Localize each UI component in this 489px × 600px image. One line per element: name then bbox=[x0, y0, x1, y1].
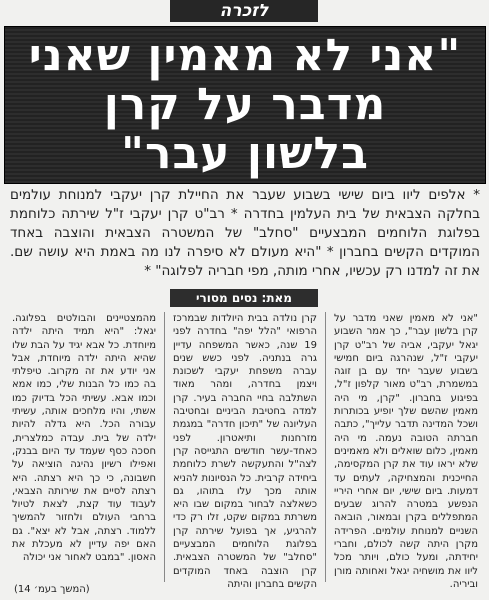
column-divider bbox=[325, 312, 326, 582]
headline bbox=[5, 27, 485, 178]
column-middle bbox=[173, 312, 317, 590]
column-middle-text: קרן נולדה בבית היולדות שבמרכז הרפואי "הלל יפה" בחדרה לפני 19 שנה, כאשר המשפחה עדיין גרה בנתניה. לפני כשש שנים עברה משפחת יעקבי לשכונת ויצמן בחדרה, ומהר מאוד השתלבה בחיי החברה בעיר. קרן למדה בחטיבת הביניים ובחטיבה העליונה של "תיכון חדרה" במגמת מזרחנות ותיאטרון. לפני כאחד-עשר חודשים התגייסה קרן לצה"ל והתעקשה לשרת כלוחמת ביחידה קרבית. כל הנסיונות להניא אותה מכך עלו בתוהו, גם כשאלצה לבחור במקום שבו היא משרתת במקום שקט, זלו רק כדי להרגיע, אך בפועל שירתה קרן בפלוגת הלוחמים המבצעיים "סחלב" של המשטרה הצבאית. קרן הוצבה באחד המוקדים הקשים בחברון והיתה bbox=[173, 313, 317, 590]
headline-line-2: מדבר על קרן bbox=[103, 79, 387, 130]
section-tag: לזכרה bbox=[170, 0, 318, 22]
headline-line-3: בלשון עבר" bbox=[121, 128, 369, 179]
column-left bbox=[12, 312, 156, 582]
continued-note: (המשך בעמ׳ 14) bbox=[14, 584, 90, 595]
headline-line-1: "אני לא מאמין שאני bbox=[28, 30, 462, 81]
column-right-text: "אני לא מאמין שאני מדבר על קרן בלשון עבר", כך אמר השבוע יגאל יעקבי, אביה של רב"ט קרן יעקבי ז"ל, שנהרגה ביום חמישי בשבוע שעבר יחד עם בן זוגה במשמרת, רב"ט מאור קלפון ז"ל, בפיגוע בחברון. "קרן, מי היה מאמין שהשם שלך יופיע בכותרות ושכל המדינה תדבר עלייך", כתבה חברתה הטובה נעמה. מי היה מאמין, כלום שואלים ולא מאמינים שלא יראו עוד את קרן המקסימה, החייכנית והמצחיקה, לעתים עד דמעות. ביום שישי, יום אחרי היריי הנפשע במטרה להרוג שבעים המתפללים בקרן ובמאור, הובאה השניים למנוחת עולמים. הפרידה מקרן היתה קשה לכולם, וחברי יחידתה, ומעל כולם, ויותר מכל ליוו את מושחיה יגאל ואחותה מורן וביריה. bbox=[334, 313, 478, 590]
byline: מאת: נסים מסורי bbox=[170, 289, 318, 307]
lead-paragraph bbox=[10, 186, 480, 281]
headline-banner bbox=[4, 26, 486, 184]
lead-text: * אלפים ליוו ביום שישי בשבוע שעבר את החיילת קרן יעקבי למנוחת עולמים בחלקה הצבאית של בית העלמין בחדרה * רב"ט קרן יעקבי ז"ל שירתה כלוחמת בפלוגת הלוחמים המבצעיים "סחלב" של המשטרה הצבאית והוצבה באחד המוקדים הקשים בחברון * "היא מעולם לא סיפרה לנו מה באמת היא עושה שם. את זה למדנו רק עכשיו, אחרי מותה, מפי חבריה לפלוגה" * bbox=[10, 187, 480, 279]
column-left-text: מהמצטיינים והבולטים בפלוגה. יגאל: "היא תמיד היתה ילדה מיוחדת. כל אבא יגיד על הבת שלו שהיא היתה ילדה מיוחדת, אבל אני יודע את זה מקרוב. טיפלתי בה כמו כל הבנות שלי, כמו אמא וכמו אבא. עשיתי הכל בדיוק כמו אשתי, והיו מלחכים אותה, עשיתי עבורה הכל. היא גדלה להיות ילדה של בית. עבדה כמלצרית, חסכה כסף שעמד עד היום בבנק, ואפילו רשיון נהיגה הוציאה על חשבונה, כי כך היא רצתה. היא רצתה לסיים את שירותה הצבאי, לעבוד עוד קצת, לצאת לטיול ברחבי העולם ולחזור להמשיך ללמוד. רצתה, אבל לא יצא". גם האם יפה עדיין לא מעכלת את האסון. "במבט לאחור אני יכולה bbox=[12, 313, 156, 564]
column-divider bbox=[164, 312, 165, 582]
column-right bbox=[334, 312, 478, 590]
